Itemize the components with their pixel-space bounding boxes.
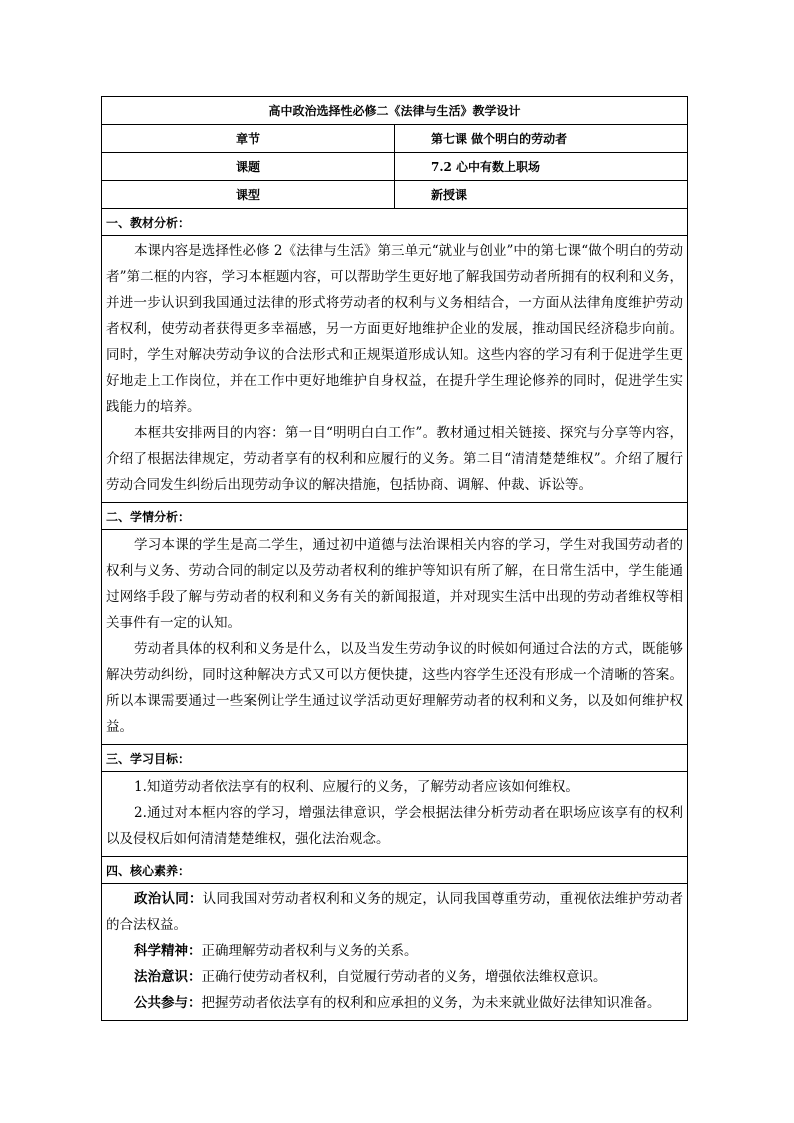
competency-item [106,964,683,990]
competency-text: 正确行使劳动者权利，自觉履行劳动者的义务，增强依法维权意识。 [201,969,607,985]
section-heading-textbook-analysis: 一、教材分析： [102,209,688,236]
meta-value: 第七课 做个明白的劳动者 [395,125,688,153]
goal-item: 2.通过对本框内容的学习，增强法律意识，学会根据法律分析劳动者在职场应该享有的权利以及侵权后如何清清楚楚维权，强化法治观念。 [106,805,683,847]
competency-text: 把握劳动者依法享有的权利和应承担的义务，为未来就业做好法律知识准备。 [201,995,661,1011]
competency-text: 认同我国对劳动者权利和义务的规定，认同我国尊重劳动，重视依法维护劳动者的合法权益。 [106,891,684,933]
goal-item: 1.知道劳动者依法享有的权利、应履行的义务，了解劳动者应该如何维权。 [134,779,579,795]
paragraph: 劳动者具体的权利和义务是什么，以及当发生劳动争议的时候如何通过合法的方式，既能够解决劳动纠纷，同时这种解决方式又可以方便快捷，这些内容学生还没有形成一个清晰的答案。所以本课需要通过一些案例让学生通过议学活动更好理解劳动者的权利和义务，以及如何维护权益。 [106,641,683,735]
competency-key: 公共参与： [134,995,202,1011]
meta-row-chapter [102,125,688,153]
section-body-core-competencies [102,884,688,1021]
section-body-textbook-analysis [102,236,688,503]
section-heading-learning-goals: 三、学习目标： [102,745,688,772]
paragraph: 本框共安排两目的内容：第一目“明明白白工作”。教材通过相关链接、探究与分享等内容，介绍了根据法律规定，劳动者享有的权利和应履行的义务。第二目“清清楚楚维权”。介绍了履行劳动合同发生纠纷后出现劳动争议的解决措施，包括协商、调解、仲裁、诉讼等。 [106,425,683,493]
competency-item [106,990,683,1016]
paragraph: 学习本课的学生是高二学生，通过初中道德与法治课相关内容的学习，学生对我国劳动者的权利与义务、劳动合同的制定以及劳动者权利的维护等知识有所了解，在日常生活中，学生能通过网络手段了解与劳动者的权利和义务有关的新闻报道，并对现实生活中出现的劳动者维权等相关事件有一定的认知。 [106,537,683,631]
meta-label: 课题 [102,153,395,181]
lesson-plan-table [101,96,688,1021]
paragraph: 本课内容是选择性必修 2《法律与生活》第三单元“就业与创业”中的第七课“做个明白的劳动者”第二框的内容，学习本框题内容，可以帮助学生更好地了解我国劳动者所拥有的权利和义务，并进一步认识到我国通过法律的形式将劳动者的权利与义务相结合，一方面从法律角度维护劳动者权利，使劳动者获得更多幸福感，另一方面更好地维护企业的发展，推动国民经济稳步向前。同时，学生对解决劳动争议的合法形式和正规渠道形成认知。这些内容的学习有利于促进学生更好地走上工作岗位，并在工作中更好地维护自身权益，在提升学生理论修养的同时，促进学生实践能力的培养。 [106,243,683,415]
competency-item [106,938,683,964]
lesson-plan-page [101,96,688,1021]
competency-key: 法治意识： [134,969,202,985]
section-body-learning-goals [102,772,688,857]
meta-label: 课型 [102,181,395,209]
section-body-learner-analysis [102,530,688,745]
document-title: 高中政治选择性必修二《法律与生活》教学设计 [102,97,688,125]
meta-value: 7.2 心中有数上职场 [395,153,688,181]
meta-value: 新授课 [395,181,688,209]
competency-key: 科学精神： [134,943,202,959]
competency-item [106,886,683,938]
meta-row-type [102,181,688,209]
meta-label: 章节 [102,125,395,153]
competency-text: 正确理解劳动者权利与义务的关系。 [201,943,418,959]
section-heading-core-competencies: 四、核心素养： [102,857,688,884]
section-heading-learner-analysis: 二、学情分析： [102,503,688,530]
competency-key: 政治认同： [134,891,203,907]
meta-row-topic [102,153,688,181]
